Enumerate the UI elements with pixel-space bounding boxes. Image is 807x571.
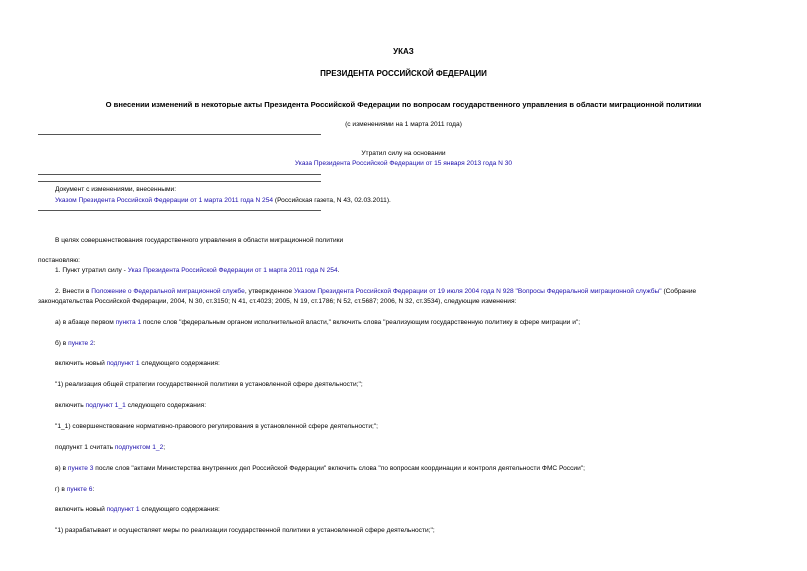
paragraph-2-line-2: законодательства Российской Федерации, 2004, N 30, ст.3150; N 41, ст.4023; 2005, N 19, ст.1786; N 52, ст.5687; 2006, N 32, ст.3534), следующие изменения:	[38, 298, 517, 305]
item-g	[55, 486, 94, 494]
paragraph-2-text: , утвержденное	[244, 288, 294, 295]
instruction-text: следующего содержания:	[139, 360, 220, 367]
decree-word: постановляю:	[38, 257, 81, 264]
include-instruction-3	[55, 506, 220, 514]
include-instruction-1	[55, 360, 220, 368]
item-a-text: а) в абзаце первом	[55, 319, 116, 326]
quoted-text-1: "1) реализация общей стратегии государственной политики в установленной сфере деятельности;";	[55, 381, 363, 388]
regulation-link[interactable]: Положение о Федеральной миграционной службе	[91, 288, 245, 295]
paragraph-2-text: (Собрание	[661, 288, 697, 295]
paragraph-1-end: .	[337, 267, 340, 274]
decree-928-link[interactable]: Указом Президента Российской Федерации от 19 июля 2004 года N 928 "Вопросы Федеральной миграционной службы"	[293, 288, 662, 295]
include-instruction-2	[55, 402, 206, 410]
amendments-source: (Российская газета, N 43, 02.03.2011).	[273, 197, 391, 204]
quoted-text-3: "1) разрабатывает и осуществляет меры по реализации государственной политики в установленной сфере деятельности;";	[55, 527, 435, 534]
revision-note: (с изменениями на 1 марта 2011 года)	[345, 121, 462, 128]
instruction-text: следующего содержания:	[125, 402, 207, 409]
quoted-text-2: "1_1) совершенствование нормативно-правового регулирования в установленной сфере деятельности;";	[55, 423, 379, 430]
instruction-text: следующего содержания:	[139, 506, 220, 513]
separator-rule	[38, 174, 321, 175]
subparagraph-1-link[interactable]: подпункт 1	[106, 506, 140, 513]
item-g-text: :	[92, 486, 95, 493]
item-a	[55, 319, 580, 327]
paragraph-1-link[interactable]: Указ Президента Российской Федерации от 1 марта 2011 года N 254	[127, 267, 338, 274]
instruction-text: включить	[55, 402, 86, 409]
paragraph-1	[55, 267, 339, 275]
item-a-link[interactable]: пункта 1	[115, 319, 142, 326]
paragraph-2-text: 2. Внести в	[55, 288, 92, 295]
amending-decree-link[interactable]: Указом Президента Российской Федерации от 1 марта 2011 года N 254	[55, 197, 274, 204]
instruction-text: включить новый	[55, 506, 107, 513]
intro-paragraph: В целях совершенствования государственного управления в области миграционной политики	[55, 237, 344, 244]
item-b-text: б) в	[55, 340, 69, 347]
amendments-label: Документ с изменениями, внесенными:	[55, 186, 177, 193]
item-b	[55, 340, 96, 348]
repeal-decree-link[interactable]: Указа Президента Российской Федерации от 15 января 2013 года N 30	[294, 160, 513, 167]
doc-issuer: ПРЕЗИДЕНТА РОССИЙСКОЙ ФЕДЕРАЦИИ	[320, 69, 487, 78]
paragraph-2	[55, 288, 696, 296]
instruction-text: подпункт 1 считать	[55, 444, 115, 451]
subparagraph-1-link[interactable]: подпункт 1	[106, 360, 140, 367]
item-v-text: в) в	[55, 465, 68, 472]
separator-rule	[38, 134, 321, 135]
item-v	[55, 465, 585, 473]
item-b-text: :	[93, 340, 96, 347]
subparagraph-1-2-link[interactable]: подпунктом 1_2	[114, 444, 164, 451]
instruction-text: включить новый	[55, 360, 107, 367]
separator-rule	[38, 210, 321, 211]
doc-subject: О внесении изменений в некоторые акты Президента Российской Федерации по вопросам государственного управления в области миграционной политики	[105, 100, 702, 109]
item-g-link[interactable]: пункте 6	[66, 486, 93, 493]
item-g-text: г) в	[55, 486, 67, 493]
doc-type-title: УКАЗ	[393, 47, 414, 56]
status-line: Утратил силу на основании	[361, 150, 446, 157]
amendments-line	[55, 197, 391, 205]
separator-rule	[38, 181, 321, 182]
item-b-link[interactable]: пункте 2	[68, 340, 94, 347]
item-v-link[interactable]: пункте 3	[67, 465, 94, 472]
item-v-text: после слов "актами Министерства внутренних дел Российской Федерации" включить слова "по вопросам координации и контроля деятельности ФМС России";	[93, 465, 585, 472]
subparagraph-1-1-link[interactable]: подпункт 1_1	[85, 402, 126, 409]
paragraph-1-text: 1. Пункт утратил силу -	[55, 267, 128, 274]
renumber-instruction	[55, 444, 165, 452]
item-a-text: после слов "федеральным органом исполнительной власти," включить слова "реализующим государственную политику в сфере миграции и";	[141, 319, 581, 326]
instruction-text: ;	[163, 444, 166, 451]
